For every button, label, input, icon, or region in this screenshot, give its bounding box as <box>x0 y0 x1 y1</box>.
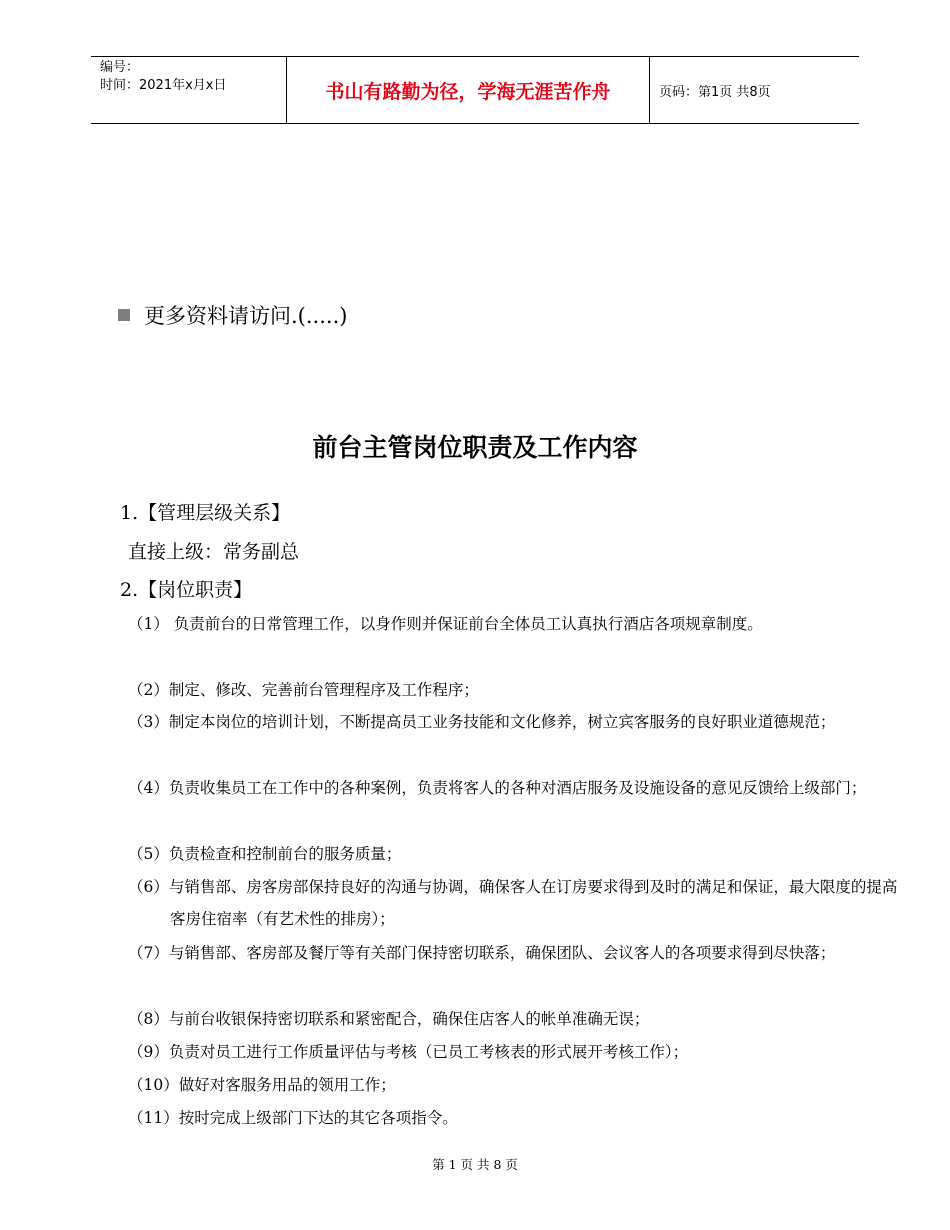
duty-item: （2）制定、修改、完善前台管理程序及工作程序； <box>128 681 479 699</box>
duty-item: （6）与销售部、房客房部保持良好的沟通与协调，确保客人在订房要求得到及时的满足和保证，最大限度的提高客房住宿率（有艺术性的排房）； <box>128 878 898 928</box>
square-bullet-icon <box>118 309 130 321</box>
page-title: 前台主管岗位职责及工作内容 <box>312 433 638 462</box>
duty-item: （1） 负责前台的日常管理工作，以身作则并保证前台全体员工认真执行酒店各项规章制度。 <box>128 615 763 633</box>
serial-label: 编号： <box>100 60 140 75</box>
duty-item: （3）制定本岗位的培训计划，不断提高员工业务技能和文化修养，树立宾客服务的良好职业道德规范； <box>128 713 836 731</box>
duty-item: （11）按时完成上级部门下达的其它各项指令。 <box>128 1109 458 1127</box>
duty-item: （8）与前台收银保持密切联系和紧密配合，确保住店客人的帐单准确无误； <box>128 1010 650 1028</box>
more-resources-line[interactable] <box>118 300 347 330</box>
duty-item: （4）负责收集员工在工作中的各种案例，负责将客人的各种对酒店服务及设施设备的意见反馈给上级部门； <box>128 779 867 797</box>
section1-heading: 1.【管理层级关系】 <box>120 502 291 524</box>
duty-item: （5）负责检查和控制前台的服务质量； <box>128 845 402 863</box>
header-meta-cell <box>91 57 287 123</box>
page-info: 页码：第1页 共8页 <box>659 84 771 100</box>
duty-item: （10）做好对客服务用品的领用工作； <box>128 1076 396 1094</box>
motto: 书山有路勤为径，学海无涯苦作舟 <box>287 57 650 123</box>
section2-heading: 2.【岗位职责】 <box>120 579 253 601</box>
more-resources-text[interactable]: 更多资料请访问.(.....) <box>144 304 348 328</box>
direct-supervisor-line: 直接上级：常务副总 <box>128 541 300 563</box>
duty-item: （9）负责对员工进行工作质量评估与考核（已员工考核表的形式展开考核工作）； <box>128 1043 689 1061</box>
duty-item: （7）与销售部、客房部及餐厅等有关部门保持密切联系，确保团队、会议客人的各项要求得到尽快落； <box>128 944 836 962</box>
page-footer: 第 1 页 共 8 页 <box>432 1157 518 1172</box>
document-header <box>91 56 859 124</box>
time-label: 时间：2021年x月x日 <box>100 78 227 93</box>
